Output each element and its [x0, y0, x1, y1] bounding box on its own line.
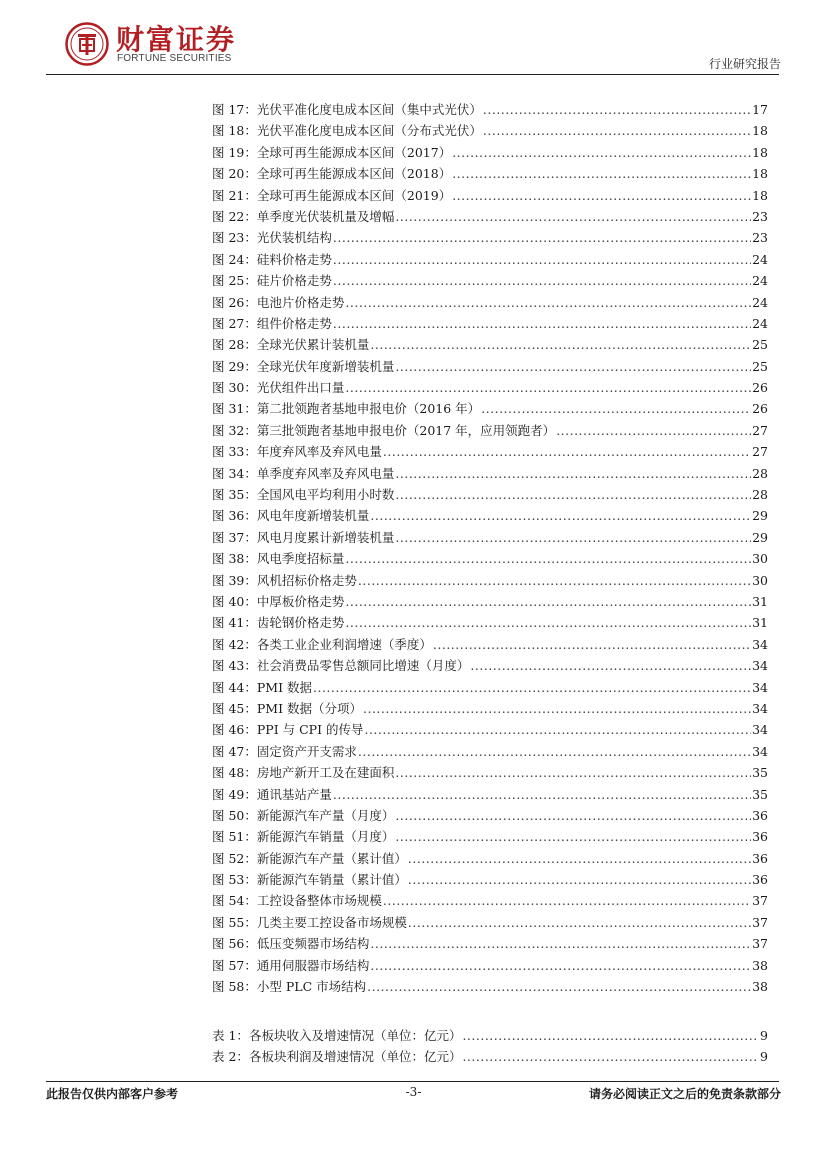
- figure-index-entry[interactable]: [212, 719, 768, 740]
- entry-title: 几类主要工控设备市场规模: [256, 914, 407, 930]
- entry-label: 图 25：: [212, 273, 257, 289]
- dot-leader: [345, 292, 751, 313]
- entry-title: PMI 数据（分项）: [256, 700, 363, 716]
- entry-title: 第二批领跑者基地申报电价（2016 年）: [256, 401, 481, 417]
- dot-leader: [395, 484, 751, 505]
- entry-label: 图 38：: [212, 551, 257, 567]
- entry-label: 图 22：: [212, 208, 257, 224]
- dot-leader: [462, 1046, 759, 1067]
- entry-title: 风电月度累计新增装机量: [256, 529, 395, 545]
- entry-page-number: 35: [752, 786, 768, 802]
- entry-page-number: 28: [752, 487, 768, 503]
- entry-title: 低压变频器市场结构: [256, 936, 370, 952]
- dot-leader: [333, 784, 751, 805]
- entry-page-number: 36: [752, 807, 768, 823]
- dot-leader: [481, 398, 751, 419]
- entry-page-number: 18: [752, 166, 768, 182]
- dot-leader: [433, 634, 751, 655]
- entry-title: 新能源汽车产量（月度）: [256, 807, 395, 823]
- dot-leader: [333, 270, 751, 291]
- entry-page-number: 34: [752, 679, 768, 695]
- entry-page-number: 37: [752, 893, 768, 909]
- entry-page-number: 34: [752, 636, 768, 652]
- entry-page-number: 34: [752, 743, 768, 759]
- entry-label: 图 41：: [212, 615, 257, 631]
- entry-label: 图 34：: [212, 465, 257, 481]
- entry-title: 电池片价格走势: [256, 294, 345, 310]
- dot-leader: [483, 120, 751, 141]
- entry-page-number: 37: [752, 936, 768, 952]
- entry-page-number: 28: [752, 465, 768, 481]
- entry-title: 新能源汽车产量（累计值）: [256, 850, 407, 866]
- figure-index-entry[interactable]: [212, 142, 768, 163]
- entry-title: PPI 与 CPI 的传导: [256, 722, 364, 738]
- figure-index-entry[interactable]: [212, 955, 768, 976]
- entry-label: 图 20：: [212, 166, 257, 182]
- dot-leader: [383, 441, 751, 462]
- dot-leader: [452, 163, 751, 184]
- figure-index-entry[interactable]: [212, 912, 768, 933]
- entry-label: 图 58：: [212, 979, 257, 995]
- entry-title: 风电年度新增装机量: [256, 508, 370, 524]
- figure-index-entry[interactable]: [212, 334, 768, 355]
- entry-title: 固定资产开支需求: [256, 743, 357, 759]
- figure-index-entry[interactable]: [212, 890, 768, 911]
- entry-title: 社会消费品零售总额同比增速（月度）: [256, 658, 470, 674]
- entry-label: 图 24：: [212, 251, 257, 267]
- figure-index-entry[interactable]: [212, 848, 768, 869]
- entry-page-number: 36: [752, 872, 768, 888]
- entry-label: 图 37：: [212, 529, 257, 545]
- dot-leader: [367, 976, 751, 997]
- figure-index-entry[interactable]: [212, 420, 768, 441]
- entry-title: 第三批领跑者基地申报电价（2017 年，应用领跑者）: [256, 422, 556, 438]
- entry-label: 图 23：: [212, 230, 257, 246]
- figure-index-entry[interactable]: [212, 762, 768, 783]
- entry-label: 图 44：: [212, 679, 257, 695]
- dot-leader: [363, 698, 751, 719]
- entry-title: 通用伺服器市场结构: [256, 957, 370, 973]
- figure-index-entry[interactable]: [212, 805, 768, 826]
- entry-title: 组件价格走势: [256, 315, 332, 331]
- figure-index-entry[interactable]: [212, 784, 768, 805]
- dot-leader: [370, 505, 751, 526]
- entry-title: 各板块收入及增速情况（单位：亿元）: [248, 1028, 462, 1043]
- entry-title: 光伏平准化度电成本区间（分布式光伏）: [256, 123, 482, 139]
- entry-page-number: 18: [752, 187, 768, 203]
- header-divider: [46, 74, 779, 75]
- entry-label: 图 50：: [212, 807, 257, 823]
- dot-leader: [470, 655, 751, 676]
- entry-label: 图 47：: [212, 743, 257, 759]
- dot-leader: [395, 206, 751, 227]
- entry-title: 风机招标价格走势: [256, 572, 357, 588]
- entry-title: 全球光伏年度新增装机量: [256, 358, 395, 374]
- entry-title: 齿轮钢价格走势: [256, 615, 345, 631]
- entry-page-number: 18: [752, 123, 768, 139]
- dot-leader: [333, 249, 751, 270]
- figure-index-entry[interactable]: [212, 677, 768, 698]
- entry-label: 图 54：: [212, 893, 257, 909]
- dot-leader: [395, 527, 751, 548]
- entry-title: 小型 PLC 市场结构: [256, 979, 367, 995]
- dot-leader: [358, 741, 751, 762]
- entry-label: 图 21：: [212, 187, 257, 203]
- entry-title: 新能源汽车销量（累计值）: [256, 872, 407, 888]
- dot-leader: [345, 612, 751, 633]
- figure-index-entry[interactable]: [212, 698, 768, 719]
- entry-title: 单季度弃风率及弃风电量: [256, 465, 395, 481]
- footer-divider: [46, 1081, 779, 1082]
- entry-title: 房地产新开工及在建面积: [256, 765, 395, 781]
- figure-index-entry[interactable]: [212, 398, 768, 419]
- entry-page-number: 34: [752, 658, 768, 674]
- entry-title: 光伏平准化度电成本区间（集中式光伏）: [256, 102, 482, 117]
- figure-index-entry[interactable]: [212, 120, 768, 141]
- entry-label: 图 46：: [212, 722, 257, 738]
- figure-index-entry[interactable]: [212, 292, 768, 313]
- entry-label: 图 39：: [212, 572, 257, 588]
- figure-index-entry[interactable]: [212, 206, 768, 227]
- figure-index-entry[interactable]: [212, 826, 768, 847]
- dot-leader: [395, 356, 751, 377]
- entry-page-number: 27: [752, 422, 768, 438]
- entry-page-number: 24: [752, 251, 768, 267]
- entry-title: 光伏装机结构: [256, 230, 332, 246]
- table-index-list: [212, 1025, 768, 1068]
- figure-index-entry[interactable]: [212, 634, 768, 655]
- entry-page-number: 38: [752, 979, 768, 995]
- figure-index-entry[interactable]: [212, 163, 768, 184]
- entry-label: 图 33：: [212, 444, 257, 460]
- entry-page-number: 23: [752, 208, 768, 224]
- entry-label: 图 52：: [212, 850, 257, 866]
- entry-label: 图 36：: [212, 508, 257, 524]
- dot-leader: [462, 1025, 759, 1046]
- table-index-entry[interactable]: [212, 1046, 768, 1067]
- figure-index-list: [212, 99, 768, 997]
- entry-label: 图 35：: [212, 487, 257, 503]
- page-header: [0, 0, 827, 78]
- entry-label: 图 19：: [212, 144, 257, 160]
- entry-title: 全球可再生能源成本区间（2018）: [256, 166, 452, 182]
- entry-label: 图 27：: [212, 315, 257, 331]
- figure-index-entry[interactable]: [212, 484, 768, 505]
- entry-page-number: 34: [752, 700, 768, 716]
- dot-leader: [333, 313, 751, 334]
- entry-title: 硅片价格走势: [256, 273, 332, 289]
- dot-leader: [345, 591, 751, 612]
- entry-label: 表 1：: [212, 1028, 249, 1043]
- entry-page-number: 30: [752, 551, 768, 567]
- entry-label: 图 31：: [212, 401, 257, 417]
- entry-page-number: 35: [752, 765, 768, 781]
- entry-label: 表 2：: [212, 1049, 249, 1065]
- entry-page-number: 34: [752, 722, 768, 738]
- entry-title: 光伏组件出口量: [256, 380, 345, 396]
- entry-page-number: 17: [752, 102, 768, 117]
- dot-leader: [452, 142, 751, 163]
- figure-index-entry[interactable]: [212, 655, 768, 676]
- entry-page-number: 29: [752, 508, 768, 524]
- figure-index-entry[interactable]: [212, 976, 768, 997]
- entry-page-number: 23: [752, 230, 768, 246]
- figure-index-entry[interactable]: [212, 356, 768, 377]
- entry-page-number: 24: [752, 315, 768, 331]
- entry-title: 全球光伏累计装机量: [256, 337, 370, 353]
- figure-index-entry[interactable]: [212, 505, 768, 526]
- figure-index-entry[interactable]: [212, 441, 768, 462]
- dot-leader: [370, 334, 751, 355]
- dot-leader: [452, 185, 751, 206]
- entry-label: 图 26：: [212, 294, 257, 310]
- entry-page-number: 9: [760, 1049, 768, 1065]
- figure-index-entry[interactable]: [212, 377, 768, 398]
- entry-page-number: 38: [752, 957, 768, 973]
- entry-title: 工控设备整体市场规模: [256, 893, 382, 909]
- entry-page-number: 18: [752, 144, 768, 160]
- dot-leader: [483, 99, 751, 120]
- entry-page-number: 26: [752, 380, 768, 396]
- dot-leader: [364, 719, 751, 740]
- entry-page-number: 30: [752, 572, 768, 588]
- entry-label: 图 28：: [212, 337, 257, 353]
- entry-label: 图 30：: [212, 380, 257, 396]
- dot-leader: [345, 377, 751, 398]
- entry-title: 各类工业企业利润增速（季度）: [256, 636, 432, 652]
- dot-leader: [395, 805, 751, 826]
- figure-index-entry[interactable]: [212, 270, 768, 291]
- entry-title: 中厚板价格走势: [256, 593, 345, 609]
- entry-title: PMI 数据: [256, 679, 313, 695]
- page-number: -3-: [405, 1085, 422, 1099]
- entry-title: 风电季度招标量: [256, 551, 345, 567]
- entry-label: 图 57：: [212, 957, 257, 973]
- dot-leader: [345, 548, 751, 569]
- figure-index-entry[interactable]: [212, 612, 768, 633]
- entry-page-number: 26: [752, 401, 768, 417]
- dot-leader: [556, 420, 751, 441]
- entry-page-number: 24: [752, 294, 768, 310]
- entry-label: 图 55：: [212, 914, 257, 930]
- entry-page-number: 31: [752, 593, 768, 609]
- table-index-entry[interactable]: [212, 1025, 768, 1046]
- entry-title: 单季度光伏装机量及增幅: [256, 208, 395, 224]
- figure-index-entry[interactable]: [212, 463, 768, 484]
- figure-index-entry[interactable]: [212, 185, 768, 206]
- entry-title: 各板块利润及增速情况（单位：亿元）: [248, 1049, 462, 1065]
- entry-page-number: 36: [752, 850, 768, 866]
- entry-label: 图 43：: [212, 658, 257, 674]
- dot-leader: [358, 570, 751, 591]
- figure-index-entry[interactable]: [212, 570, 768, 591]
- figure-index-entry[interactable]: [212, 869, 768, 890]
- entry-page-number: 25: [752, 358, 768, 374]
- dot-leader: [370, 933, 751, 954]
- entry-page-number: 29: [752, 529, 768, 545]
- dot-leader: [313, 677, 751, 698]
- entry-label: 图 45：: [212, 700, 257, 716]
- entry-title: 全球可再生能源成本区间（2019）: [256, 187, 452, 203]
- figure-index-entry[interactable]: [212, 227, 768, 248]
- figure-index-entry[interactable]: [212, 527, 768, 548]
- figure-index-entry[interactable]: [212, 249, 768, 270]
- entry-page-number: 31: [752, 615, 768, 631]
- logo-chinese-name: 财富证券: [116, 23, 237, 56]
- fortune-logo-icon: [65, 22, 109, 66]
- dot-leader: [408, 912, 751, 933]
- figure-index-entry[interactable]: [212, 99, 768, 120]
- dot-leader: [383, 890, 751, 911]
- entry-label: 图 53：: [212, 872, 257, 888]
- entry-title: 通讯基站产量: [256, 786, 332, 802]
- entry-label: 图 51：: [212, 829, 257, 845]
- entry-label: 图 42：: [212, 636, 257, 652]
- entry-page-number: 9: [760, 1028, 768, 1043]
- dot-leader: [395, 826, 751, 847]
- footer-disclaimer-left: 此报告仅供内部客户参考: [46, 1087, 179, 1101]
- entry-title: 硅料价格走势: [256, 251, 332, 267]
- entry-title: 新能源汽车销量（月度）: [256, 829, 395, 845]
- entry-label: 图 56：: [212, 936, 257, 952]
- figure-index-entry[interactable]: [212, 741, 768, 762]
- entry-label: 图 48：: [212, 765, 257, 781]
- figure-index-entry[interactable]: [212, 313, 768, 334]
- report-type-label: 行业研究报告: [708, 57, 781, 71]
- entry-label: 图 18：: [212, 123, 257, 139]
- figure-index-entry[interactable]: [212, 548, 768, 569]
- entry-title: 全国风电平均利用小时数: [256, 487, 395, 503]
- entry-label: 图 40：: [212, 593, 257, 609]
- dot-leader: [333, 227, 751, 248]
- entry-page-number: 37: [752, 914, 768, 930]
- entry-label: 图 32：: [212, 422, 257, 438]
- entry-title: 年度弃风率及弃风电量: [256, 444, 382, 460]
- entry-label: 图 49：: [212, 786, 257, 802]
- entry-label: 图 29：: [212, 358, 257, 374]
- dot-leader: [395, 463, 751, 484]
- entry-label: 图 17：: [212, 102, 257, 117]
- dot-leader: [408, 848, 751, 869]
- dot-leader: [370, 955, 751, 976]
- footer-disclaimer-right: 请务必阅读正文之后的免责条款部分: [588, 1087, 781, 1101]
- entry-page-number: 36: [752, 829, 768, 845]
- entry-page-number: 24: [752, 273, 768, 289]
- logo-english-name: FORTUNE SECURITIES: [117, 53, 232, 64]
- entry-title: 全球可再生能源成本区间（2017）: [256, 144, 452, 160]
- dot-leader: [408, 869, 751, 890]
- figure-index-entry[interactable]: [212, 591, 768, 612]
- figure-index-entry[interactable]: [212, 933, 768, 954]
- entry-page-number: 25: [752, 337, 768, 353]
- entry-page-number: 27: [752, 444, 768, 460]
- dot-leader: [395, 762, 751, 783]
